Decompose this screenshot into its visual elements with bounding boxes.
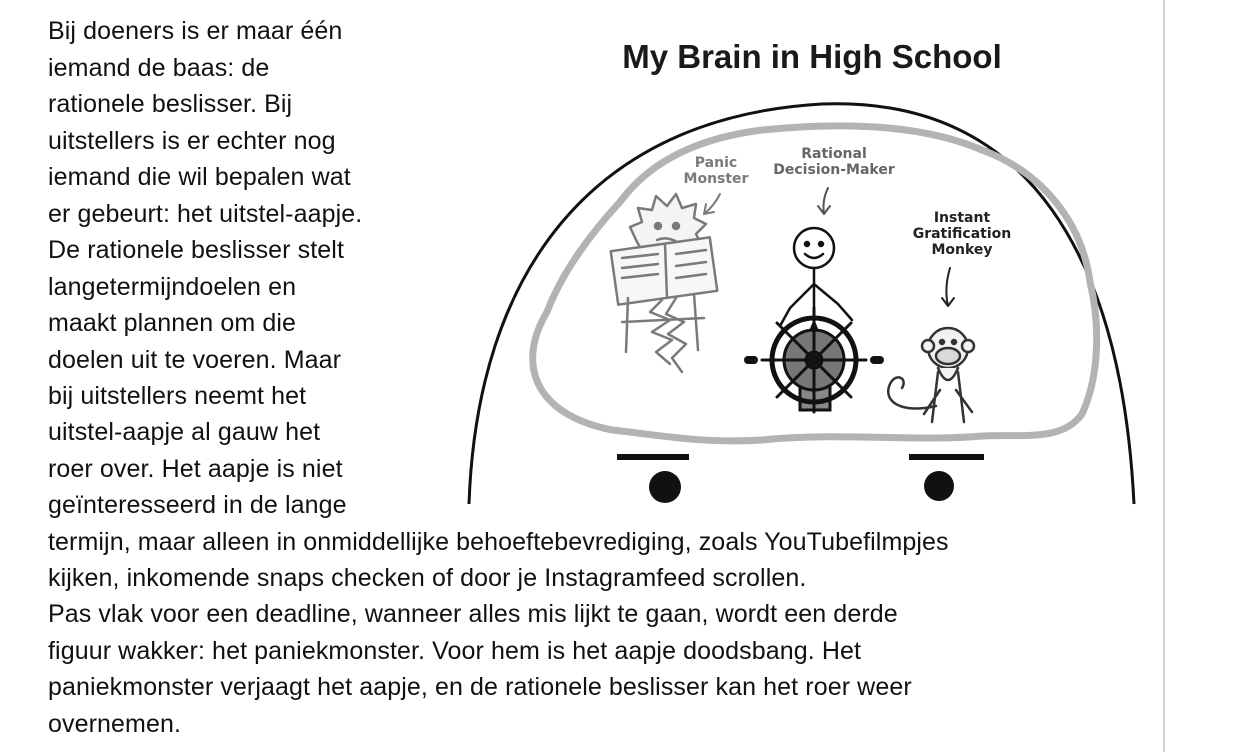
text-line: er gebeurt: het uitstel-aapje. [48, 200, 363, 228]
text-line: Pas vlak voor een deadline, wanneer alles mis lijkt te gaan, wordt een derde [48, 600, 898, 628]
page-divider [1163, 0, 1165, 752]
text-line: termijn, maar alleen in onmiddellijke behoeftebevrediging, zoals YouTubefilmpjes [48, 528, 949, 556]
text-line: overnemen. [48, 710, 182, 738]
text-line: doelen uit te voeren. Maar [48, 346, 342, 374]
brain-drawing [462, 22, 1162, 512]
text-line: iemand de baas: de [48, 54, 270, 82]
text-line: maakt plannen om die [48, 309, 296, 337]
brain-illustration [462, 22, 1162, 512]
text-line: rationele beslisser. Bij [48, 90, 293, 118]
text-line: iemand die wil bepalen wat [48, 163, 351, 191]
panic-monster-label: Panic Monster [683, 155, 749, 187]
text-line: uitstellers is er echter nog [48, 127, 336, 155]
text-line: geïnteresseerd in de lange [48, 491, 347, 519]
text-line: kijken, inkomende snaps checken of door je Instagramfeed scrollen. [48, 564, 807, 592]
ship-wheel-icon [748, 308, 880, 412]
decision-maker-label: Rational Decision-Maker [773, 146, 895, 178]
text-line: De rationele beslisser stelt [48, 236, 344, 264]
text-line: Bij doeners is er maar één [48, 17, 343, 45]
text-line: roer over. Het aapje is niet [48, 455, 343, 483]
monkey-icon [888, 328, 974, 422]
text-line: uitstel-aapje al gauw het [48, 418, 321, 446]
monkey-label: Instant Gratification Monkey [912, 210, 1012, 258]
text-line: figuur wakker: het paniekmonster. Voor hem is het aapje doodsbang. Het [48, 637, 862, 665]
illustration-title: My Brain in High School [622, 38, 1002, 75]
text-line: bij uitstellers neemt het [48, 382, 307, 410]
panic-monster-icon [611, 194, 718, 372]
text-line: langetermijndoelen en [48, 273, 297, 301]
eyes-icon [617, 454, 984, 503]
text-line: paniekmonster verjaagt het aapje, en de rationele beslisser kan het roer weer [48, 673, 912, 701]
